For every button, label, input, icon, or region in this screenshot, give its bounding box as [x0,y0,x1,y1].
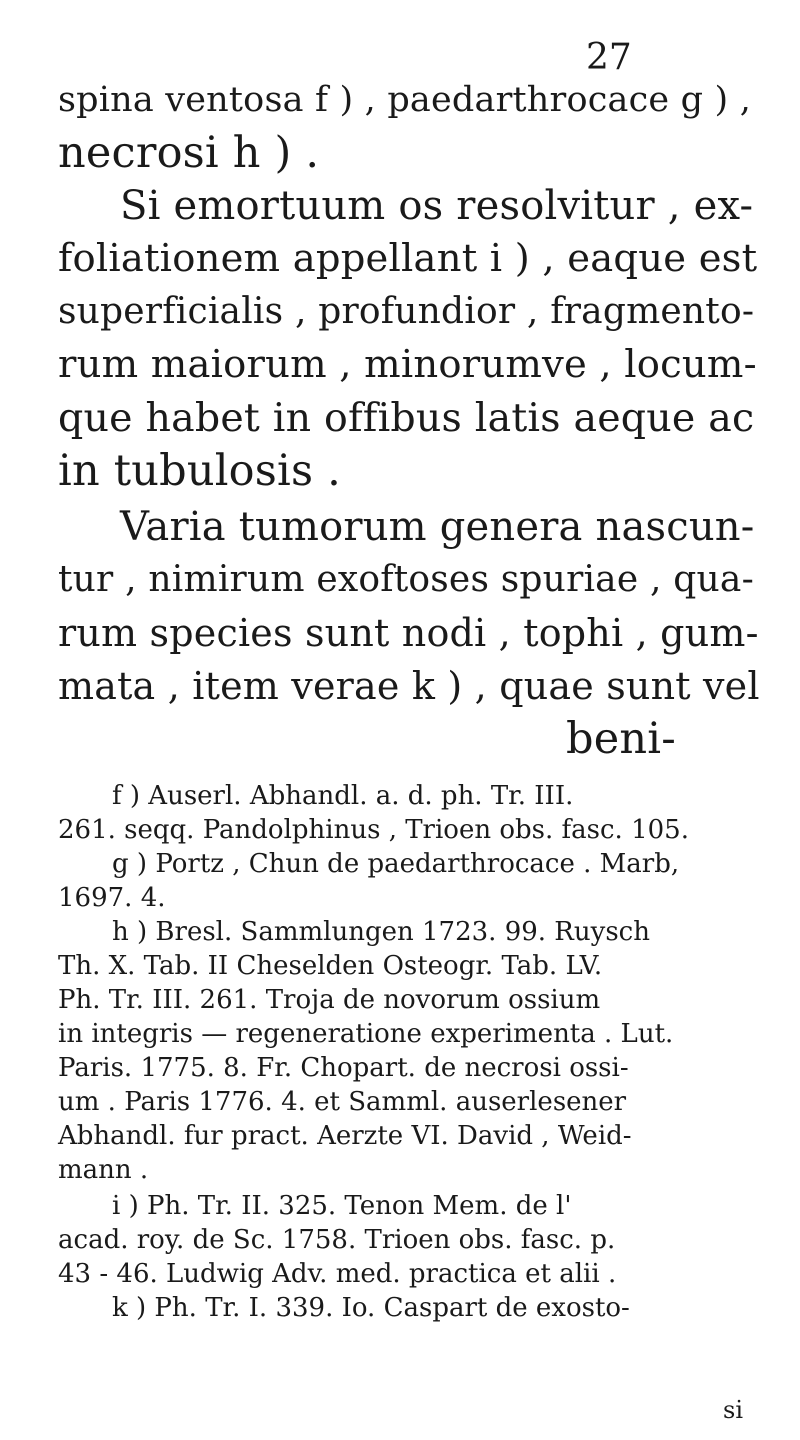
body-line: que habet in offibus latis aeque ac [58,395,755,441]
footnote-line: Ph. Tr. III. 261. Troja de novorum ossium [58,985,601,1015]
body-line: Varia tumorum genera nascun- [120,504,755,550]
body-line: rum maiorum , minorumve , locum- [58,342,757,387]
body-line: superficialis , profundior , fragmento- [58,291,755,332]
body-line: mata , item verae k ) , quae sunt vel [58,664,760,708]
body-line: foliationem appellant i ) , eaque est [58,236,758,281]
footnote-line: h ) Bresl. Sammlungen 1723. 99. Ruysch [112,917,650,947]
catchword: beni- [566,714,676,764]
body-line: rum species sunt nodi , tophi , gum- [58,611,759,655]
body-line: necrosi h ) . [58,128,320,178]
footnote-line: f ) Auserl. Abhandl. a. d. ph. Tr. III. [112,781,574,811]
signature-mark: si [723,1396,743,1424]
footnote-line: Abhandl. fur pract. Aerzte VI. David , Weid- [58,1121,632,1151]
footnote-line: k ) Ph. Tr. I. 339. Io. Caspart de exosto- [112,1293,630,1323]
body-line: tur , nimirum exoftoses spuriae , qua- [58,559,754,600]
footnote-line: um . Paris 1776. 4. et Samml. auserlesener [58,1087,627,1117]
body-line: in tubulosis . [58,446,341,496]
body-line: Si emortuum os resolvitur , ex- [120,183,754,229]
footnote-line: Th. X. Tab. II Cheselden Osteogr. Tab. LV. [58,951,603,981]
footnote-line: 1697. 4. [58,883,166,913]
footnote-line: in integris — regeneratione experimenta . Lut. [58,1019,674,1049]
footnote-line: i ) Ph. Tr. II. 325. Tenon Mem. de l' [112,1191,572,1221]
footnote-line: Paris. 1775. 8. Fr. Chopart. de necrosi ossi- [58,1053,629,1083]
page-number: 27 [586,37,632,78]
body-line: spina ventosa f ) , paedarthrocace g ) , [58,80,752,120]
footnote-line: g ) Portz , Chun de paedarthrocace . Marb, [112,849,680,879]
footnote-line: 43 - 46. Ludwig Adv. med. practica et alii . [58,1259,617,1289]
footnote-line: mann . [58,1155,149,1185]
footnote-line: acad. roy. de Sc. 1758. Trioen obs. fasc. p. [58,1225,616,1255]
footnote-line: 261. seqq. Pandolphinus , Trioen obs. fasc. 105. [58,815,689,845]
